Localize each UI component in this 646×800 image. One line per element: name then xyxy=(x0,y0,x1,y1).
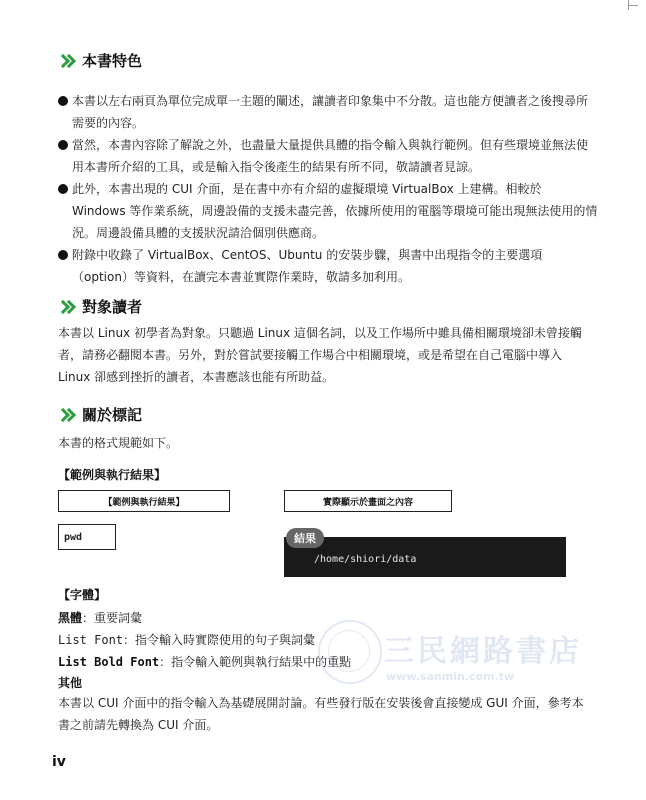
list-item: 當然，本書內容除了解說之外，也盡量大量提供具體的指令輸入與執行範例。但有些環境並無法使用本書所介紹的工具，或是輸入指令後產生的結果有所不同，敬請讀者見諒。 xyxy=(58,134,598,178)
page-number: iv xyxy=(52,754,66,770)
crop-mark xyxy=(628,0,638,10)
bold-font-row xyxy=(58,609,142,626)
command-example-box xyxy=(58,524,116,550)
font-title: 【字體】 xyxy=(58,588,107,602)
other-paragraph: 本書以 CUI 介面中的指令輸入為基礎展開討論。有些發行版在安裝後會直接變成 GUI 介面，參考本書之前請先轉換為 CUI 介面。 xyxy=(58,696,584,732)
section-heading-features xyxy=(58,50,142,71)
double-chevron-icon xyxy=(58,300,76,314)
bold-label: 黑體 xyxy=(58,611,83,625)
example-title: 【範例與執行結果】 xyxy=(58,468,167,482)
list-font-desc: ：指令輸入時實際使用的句子與詞彙 xyxy=(123,633,316,647)
list-item: 本書以左右兩頁為單位完成單一主題的闡述，讓讀者印象集中不分散。這也能方便讀者之後搜尋所需要的內容。 xyxy=(58,90,598,134)
section-title: 對象讀者 xyxy=(82,298,143,316)
double-chevron-icon xyxy=(58,54,76,68)
section-heading-notation xyxy=(58,404,142,425)
list-bold-desc: ：指令輸入範例與執行結果中的重點 xyxy=(159,655,352,669)
command-text: pwd xyxy=(64,531,83,543)
section-heading-audience xyxy=(58,296,142,317)
double-chevron-icon xyxy=(58,408,76,422)
display-box-label: 實際顯示於畫面之內容 xyxy=(284,490,452,512)
terminal-output: /home/shiori/data xyxy=(314,554,417,565)
list-bold-font-row xyxy=(58,653,351,670)
result-badge: 結果 xyxy=(286,528,324,548)
audience-paragraph: 本書以 Linux 初學者為對象。只聽過 Linux 這個名詞，以及工作場所中雖具備相關環境卻未曾接觸者，請務必翻閱本書。另外，對於嘗試要接觸工作場合中相關環境，或是希望在自己電腦中導入 Linux 卻感到挫折的讀者，本書應該也能有所助益。 xyxy=(58,326,582,384)
watermark-url: www.sanmin.com.tw xyxy=(386,670,515,683)
bold-desc: ：重要詞彙 xyxy=(82,611,143,625)
watermark-text: 三民網路書店 xyxy=(384,634,582,669)
list-bold-label: List Bold Font xyxy=(58,655,160,669)
list-item: 附錄中收錄了 VirtualBox、CentOS、Ubuntu 的安裝步驟，與書中出現指令的主要選項（option）等資料，在讀完本書並實際作業時，敬請多加利用。 xyxy=(58,244,598,288)
example-box-label: 【範例與執行結果】 xyxy=(58,490,230,512)
section-title: 關於標記 xyxy=(82,406,143,424)
list-font-label: List Font xyxy=(58,633,124,647)
notation-intro: 本書的格式規範如下。 xyxy=(58,436,179,450)
section-title: 本書特色 xyxy=(82,52,143,70)
watermark xyxy=(318,612,582,702)
terminal-result-panel xyxy=(284,537,566,577)
watermark-seal-icon xyxy=(318,620,382,684)
list-font-row xyxy=(58,631,315,648)
feature-list xyxy=(58,90,598,288)
list-item: 此外，本書出現的 CUI 介面，是在書中亦有介紹的虛擬環境 VirtualBox 上建構。相較於 Windows 等作業系統，周邊設備的支援未盡完善，依據所使用的電腦等環境可能出現無法使用的情況。周邊設備具體的支援狀況請洽個別供應商。 xyxy=(58,178,598,244)
other-title: 其他 xyxy=(58,676,83,690)
